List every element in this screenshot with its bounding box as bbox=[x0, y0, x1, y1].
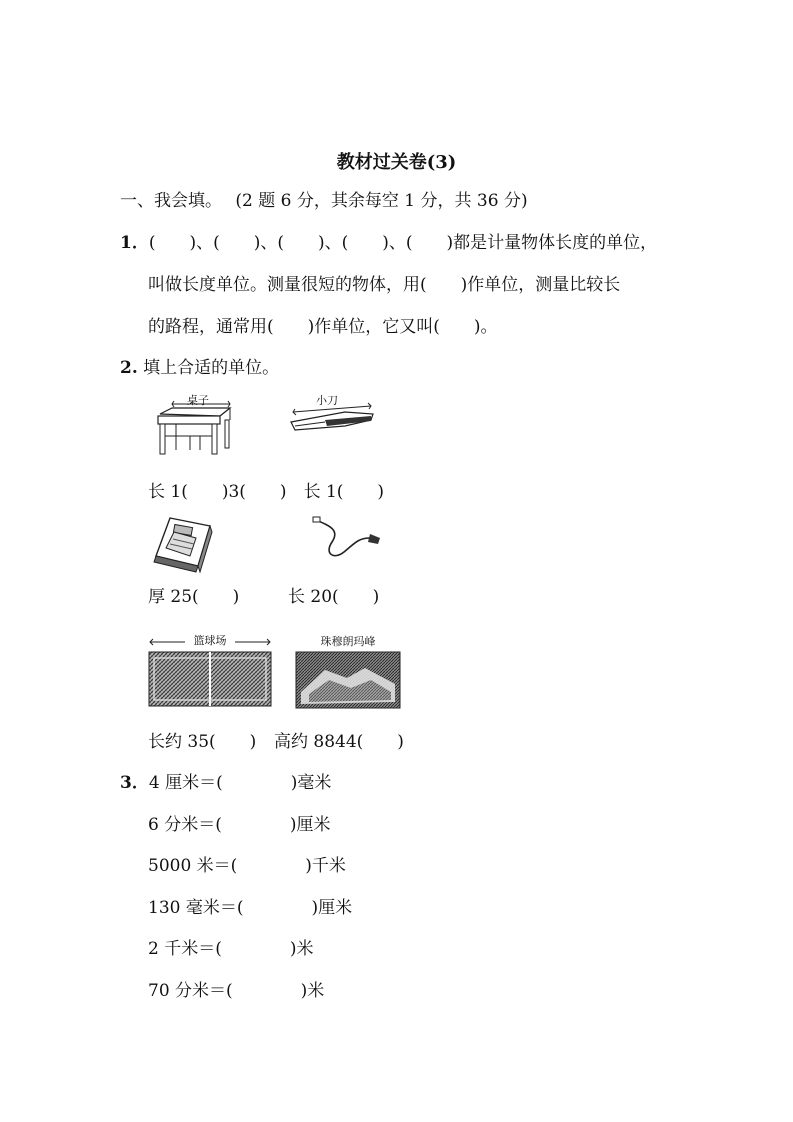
question-2-prompt bbox=[120, 357, 279, 379]
answer-row-2b: 长 20( ) bbox=[288, 587, 380, 607]
question-1-number: 1 bbox=[120, 233, 132, 253]
question-1-line-2: 叫做长度单位。测量很短的物体，用( )作单位，测量比较长 bbox=[148, 275, 621, 295]
conversion-item: 6 分米＝( )厘米 bbox=[148, 815, 331, 835]
question-3-line-1: 3．4 厘米＝( )毫米 bbox=[120, 773, 332, 793]
conversion-item: 70 分米＝( )米 bbox=[148, 981, 325, 1001]
question-2-text: 填上合适的单位。 bbox=[143, 358, 280, 378]
section-heading-text: 一、我会填。 bbox=[120, 191, 222, 211]
question-1-text: ( )、( )、( )、( )、( )都是计量物体长度的单位， bbox=[148, 233, 658, 253]
conversion-item: 4 厘米＝( )毫米 bbox=[148, 773, 332, 793]
cable-illustration bbox=[310, 512, 385, 567]
desk-label: 桌子 bbox=[187, 394, 209, 407]
answer-row-1: 长 1( )3( ) 长 1( ) bbox=[148, 482, 385, 502]
question-3-number: 3 bbox=[120, 773, 132, 793]
everest-label: 珠穆朗玛峰 bbox=[320, 635, 376, 648]
knife-label: 小刀 bbox=[316, 394, 338, 407]
answer-row-3b: 高约 8844( ) bbox=[274, 732, 404, 752]
section-heading bbox=[120, 190, 528, 212]
answer-row-3a: 长约 35( ) bbox=[148, 732, 257, 752]
book-illustration bbox=[150, 512, 215, 574]
conversion-item: 5000 米＝( )千米 bbox=[148, 856, 346, 876]
page-title: 教材过关卷(3) bbox=[336, 152, 457, 173]
conversion-item: 2 千米＝( )米 bbox=[148, 939, 314, 959]
question-2-number: 2. bbox=[120, 358, 138, 378]
answer-row-2a: 厚 25( ) bbox=[148, 587, 240, 607]
basketball-court-label: 篮球场 bbox=[185, 632, 235, 648]
conversion-item: 130 毫米＝( )厘米 bbox=[148, 898, 353, 918]
question-1-line-3: 的路程，通常用( )作单位，它又叫( )。 bbox=[148, 317, 498, 337]
question-1-line-1: 1．( )、( )、( )、( )、( )都是计量物体长度的单位， bbox=[120, 233, 658, 253]
section-score-note: (2 题 6 分，其余每空 1 分，共 36 分) bbox=[235, 191, 528, 211]
